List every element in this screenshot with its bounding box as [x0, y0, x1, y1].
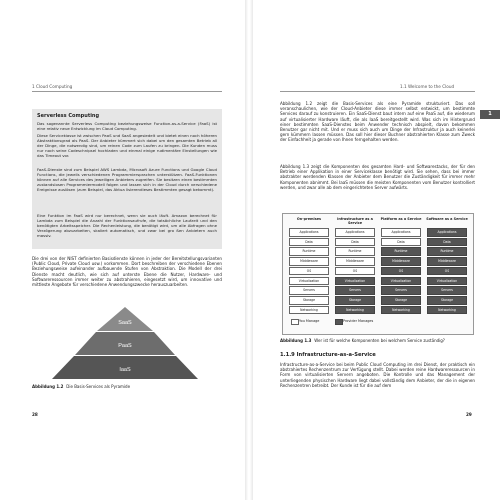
caption-label: Abbildung 1.2: [32, 384, 64, 389]
diagram-cell: Servers: [335, 286, 375, 295]
diagram-cell: OS: [381, 267, 421, 276]
diagram-cell: Runtime: [427, 247, 467, 256]
book-gutter: [245, 0, 253, 500]
diagram-cell: Runtime: [381, 247, 421, 256]
diagram-cell: Virtualization: [335, 277, 375, 286]
diagram-cell: Virtualization: [381, 277, 421, 286]
right-figure-caption: [280, 338, 445, 343]
right-running-head: 1.1 Welcome to the Cloud: [400, 84, 455, 89]
diagram-cell: Runtime: [289, 247, 329, 256]
diagram-cell: Servers: [381, 286, 421, 295]
left-header-rule: [32, 91, 222, 92]
diagram-column-title: Software as a Service: [426, 217, 468, 221]
diagram-cell: Data: [381, 238, 421, 247]
chapter-tab: 1: [480, 110, 500, 119]
responsibility-diagram: [282, 213, 474, 335]
diagram-cell: OS: [335, 267, 375, 276]
diagram-cell: Applications: [381, 228, 421, 237]
diagram-column-title: Infrastructure as a Service: [337, 217, 373, 225]
box-title: Serverless Computing: [37, 113, 100, 119]
right-page-number: 29: [466, 412, 472, 417]
diagram-cell: OS: [289, 267, 329, 276]
diagram-cell: Servers: [289, 286, 329, 295]
diagram-cell: Virtualization: [427, 277, 467, 286]
legend-you-swatch: [291, 319, 299, 325]
caption-text: Wer ist für welche Komponenten bei welchem Service zuständig?: [314, 338, 445, 343]
diagram-cell: Middleware: [289, 257, 329, 266]
pyramid-label-iaas: IaaS: [119, 367, 131, 373]
caption-text: Die Basis-Services als Pyramide: [66, 384, 131, 389]
diagram-cell: Applications: [427, 228, 467, 237]
left-page-number: 28: [32, 412, 38, 417]
diagram-cell: Networking: [427, 306, 467, 315]
box-paragraph-3: FaaS-Dienste sind zum Beispiel AWS Lambda, Microsoft Azure Functions und Google Cloud Functions, die jeweils verschiedenen Programmiersprachen unterstützen. FaaS-Funktionen können auf alle Services des jeweiligen Anbieters zugreifen. Sie besitzen einen bestimmten zustandslosen Programmiermodell folgen und lassen sich in der Cloud durch verschiedene Ereignisse auslösen (zum Beispiel, das Aktua lisierendieses Bestimmten gesagt bekommt).: [37, 167, 217, 193]
diagram-column-title: On-premises: [296, 217, 322, 221]
legend-provider-swatch: [335, 319, 343, 325]
diagram-cell: Middleware: [335, 257, 375, 266]
diagram-cell: Servers: [427, 286, 467, 295]
box-paragraph-2: Diese Servicekiasse ist zwischen PaaS und SaaS angesiedelt und bietet einen noch höheren Abstraktionsgrad als PaaS. Der Anbieter kümmert sich dabei um den gesamten Betrieb all der Dinge, die notwendig sind, um reinen Code zum Laufen zu bringen. Die Kunden muss nur noch seine Codeschnipsel hochladen und einmal einige rudimentäre Einstellungen wie das Timeout vor.: [37, 133, 217, 159]
left-body-text: Die drei von der NIST definierten Basisdienste können in jeder der Bereitstellungsvarianten (Public Cloud, Private Cloud usw.) vorkommen. Dort beschreiben der verschiedene Ebenen Beziehungsweise aufeinander aufbauende Stufen von Abstraktion. Die Modell der drei Dienste macht deutlich, wie sich auf unterste Ebene die Nutzer, Hardware- und Softwareressourcen immer weiter zu abstrahieren, eingesetzt wird, um innovative und mittleste Angebote für verschiedene Anwendungszwecke herauszuarbeiten.: [32, 256, 222, 288]
box-paragraph-4: Eine Funktion im FaaS wird nur berechnet, wenn sie auch läuft. Amazon berechnet für Lambda zum Beispiel die Anzahl der Funktionsaufrufe, die tatsächliche Laufzeit und den benötigten Arbeitsspeicher. Die Rechenleistung, die benötigt wird, um alle Abfragen ohne Verzögerung abzuarbeiten, skaliert automatisch, und zwar bei gro ßen Anbietern auch massiv.: [37, 213, 217, 239]
pyramid-level-saas: [97, 307, 153, 331]
right-paragraph-2: Abbildung 1.3 zeigt die Komponenten des gesamten Hard- und Softwarestacks, der für den Betrieb einer Applikation in einer Serviceklasse benötigt wird. Sie sehen, dass bei immer abstrakter werdenden Klassen der Anbieter dem Benutzer die Zuständigkeit für immer mehr Komponenten abnimmt. Bei IaaS müssen die meisten Komponenten vom Benutzer kontrolliert werden, und zwar alle ab dem eingerichteten Server aufwärts.: [280, 164, 475, 190]
serverless-box: [32, 109, 222, 249]
diagram-cell: Middleware: [427, 257, 467, 266]
left-page: [0, 0, 245, 500]
diagram-cell: Middleware: [381, 257, 421, 266]
diagram-cell: Applications: [335, 228, 375, 237]
pyramid-label-paas: PaaS: [118, 343, 132, 349]
section-title: 1.1.9 Infrastructure-as-a-Service: [280, 352, 376, 358]
caption-label: Abbildung 1.3: [280, 338, 312, 343]
right-header-rule: [280, 91, 475, 92]
diagram-column: [333, 217, 377, 312]
diagram-cell: Storage: [335, 296, 375, 305]
diagram-cell: Runtime: [335, 247, 375, 256]
diagram-cell: Data: [289, 238, 329, 247]
diagram-cell: Data: [427, 238, 467, 247]
diagram-cell: OS: [427, 267, 467, 276]
diagram-cell: Data: [335, 238, 375, 247]
diagram-cell: Virtualization: [289, 277, 329, 286]
right-paragraph-3: Infrastructure-as-a-Service bei beim Public Cloud Computing im drei Dienst, der praktisch ein abstrahiertes Rechenzentrum zur Verfügung stellt. Dabei werden reine Hardwareressourcen in Form von virtualisierten Servern angeboten. Die Kontrolle und das Management der unterliegenden physischen Hardware liegt dabei vollständig dem Anbieter, der die in eigenen Rechenzentren betreibt. Der Kunde ist für die auf dem: [280, 362, 475, 388]
legend-you-label: You Manage: [299, 319, 320, 323]
diagram-column: [425, 217, 469, 312]
diagram-cell: Networking: [381, 306, 421, 315]
box-paragraph-1: Das sogenannte Serverless Computing beziehungsweise Function-as-a-Service (FaaS) ist eine relativ neue Entwicklung im Cloud Computing.: [37, 121, 217, 132]
diagram-cell: Applications: [289, 228, 329, 237]
diagram-cell: Networking: [335, 306, 375, 315]
diagram-cell: Storage: [289, 296, 329, 305]
right-paragraph-1: Abbildung 1.2 zeigt die Basis-Services als eine Pyramide strukturiert. Das soll veranschaulichen, wie der Cloud-Anbieter diese immer selbst entwickt, um bestimmte Services darauf zu konstruieren. Ein SaaS-Dienst baut intern auf eine PaaS auf, die wiederum auf virtualisierter Hardware läuft, die als IaaS bereitgestellt wird. Was sich im Hintergrund einer bestimmten SaaS-Dienstes beim Anwender technisch abspielt, davon bekommen Benutzer gar nicht mit. Und er muss sich auch um Dinge der Infrastruktur ja auch keinerlei gern kümmern lassen müssen. Das soll hier dieser Buchner abstrahierten Klasse zum Zweck der Einfachheit ja gerade von Ihnen ferngehalten werden.: [280, 101, 475, 143]
service-pyramid: [50, 305, 200, 380]
diagram-cell: Storage: [381, 296, 421, 305]
diagram-column-title: Platform as a Service: [380, 217, 422, 221]
left-figure-caption: [32, 384, 130, 389]
diagram-cell: Networking: [289, 306, 329, 315]
legend-provider-label: Provider Manages: [343, 319, 374, 323]
pyramid-label-saas: SaaS: [118, 320, 132, 326]
diagram-column: [379, 217, 423, 312]
diagram-cell: Storage: [427, 296, 467, 305]
diagram-column: [287, 217, 331, 312]
left-running-head: 1 Cloud Computing: [32, 84, 73, 89]
